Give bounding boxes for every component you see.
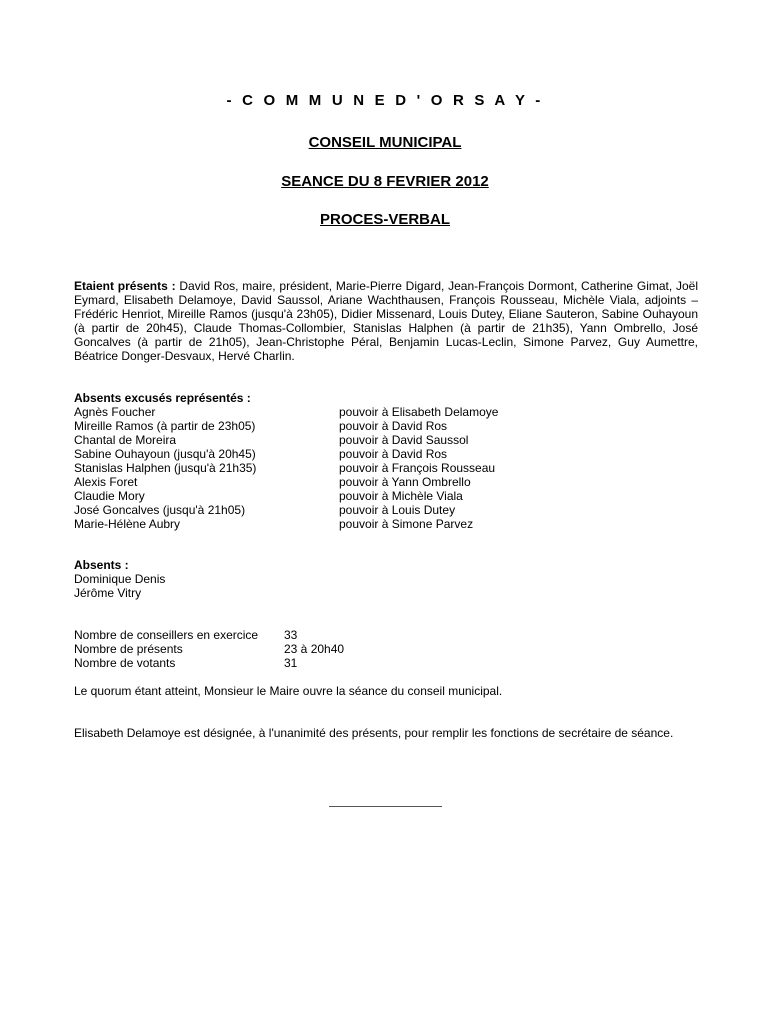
table-row xyxy=(74,642,344,656)
table-row xyxy=(74,628,344,642)
rep-name: Chantal de Moreira xyxy=(74,433,177,447)
rep-name: José Goncalves (jusqu'à 21h05) xyxy=(74,503,246,517)
rep-proxy: pouvoir à Louis Dutey xyxy=(339,503,456,517)
rep-name: Marie-Hélène Aubry xyxy=(74,517,181,531)
rep-proxy: pouvoir à Simone Parvez xyxy=(339,517,474,531)
table-row xyxy=(74,517,594,531)
rep-name: Stanislas Halphen (jusqu'à 21h35) xyxy=(74,461,257,475)
absents-title: Absents : xyxy=(74,558,129,572)
count-value: 31 xyxy=(284,656,298,670)
conseil-title: CONSEIL MUNICIPAL xyxy=(308,134,462,151)
seance-title: SEANCE DU 8 FEVRIER 2012 xyxy=(281,173,489,190)
rep-proxy: pouvoir à David Ros xyxy=(339,419,448,433)
rep-proxy: pouvoir à Yann Ombrello xyxy=(339,475,471,489)
table-row xyxy=(74,419,594,433)
table-row xyxy=(74,475,594,489)
rep-name: Agnès Foucher xyxy=(74,405,156,419)
count-label: Nombre de conseillers en exercice xyxy=(74,628,259,642)
separator-line xyxy=(329,806,442,807)
table-row xyxy=(74,656,344,670)
count-value: 33 xyxy=(284,628,298,642)
rep-name: Sabine Ouhayoun (jusqu'à 20h45) xyxy=(74,447,256,461)
rep-proxy: pouvoir à David Ros xyxy=(339,447,448,461)
proces-verbal-title: PROCES-VERBAL xyxy=(319,211,450,228)
presents-paragraph xyxy=(74,279,698,363)
table-row xyxy=(74,433,594,447)
table-row xyxy=(74,503,594,517)
list-item: Jérôme Vitry xyxy=(74,586,142,600)
count-label: Nombre de votants xyxy=(74,656,176,670)
rep-proxy: pouvoir à Elisabeth Delamoye xyxy=(339,405,499,419)
rep-proxy: pouvoir à François Rousseau xyxy=(339,461,496,475)
rep-proxy: pouvoir à David Saussol xyxy=(339,433,469,447)
rep-proxy: pouvoir à Michèle Viala xyxy=(339,489,463,503)
quorum-paragraph: Le quorum étant atteint, Monsieur le Maire ouvre la séance du conseil municipal. xyxy=(74,684,503,698)
table-row xyxy=(74,489,594,503)
table-row xyxy=(74,405,594,419)
counts-table xyxy=(74,628,344,670)
secretaire-paragraph: Elisabeth Delamoye est désignée, à l'unanimité des présents, pour remplir les fonctions de secrétaire de séance. xyxy=(74,726,674,740)
table-row xyxy=(74,461,594,475)
list-item: Dominique Denis xyxy=(74,572,166,586)
presents-text: David Ros, maire, président, Marie-Pierre Digard, Jean-François Dormont, Catherine Gimat, Joël Eymard, Elisabeth Delamoye, David Saussol, Ariane Wachthausen, François Rousseau, Michèle Viala, adjoints – Frédéric Henriot, Mireille Ramos (jusqu'à 23h05), Didier Missenard, Louis Dutey, Eliane Sauteron, Sabine Ouhayoun (à partir de 20h45), Claude Thomas-Collombier, Stanislas Halphen (à partir de 21h35), Yann Ombrello, José Goncalves (à partir de 21h05), Jean-Christophe Péral, Benjamin Lucas-Leclin, Simone Parvez, Guy Aumettre, Béatrice Donger-Desvaux, Hervé Charlin. xyxy=(74,279,698,363)
presents-label: Etaient présents : xyxy=(74,279,176,293)
table-row xyxy=(74,447,594,461)
absents-representes-title: Absents excusés représentés : xyxy=(74,391,251,405)
commune-title: - C O M M U N E D ' O R S A Y - xyxy=(226,92,544,109)
rep-name: Mireille Ramos (à partir de 23h05) xyxy=(74,419,256,433)
count-label: Nombre de présents xyxy=(74,642,183,656)
absents-representes-table xyxy=(74,405,594,531)
absents-list xyxy=(74,572,165,600)
rep-name: Alexis Foret xyxy=(74,475,138,489)
rep-name: Claudie Mory xyxy=(74,489,145,503)
count-value: 23 à 20h40 xyxy=(284,642,345,656)
